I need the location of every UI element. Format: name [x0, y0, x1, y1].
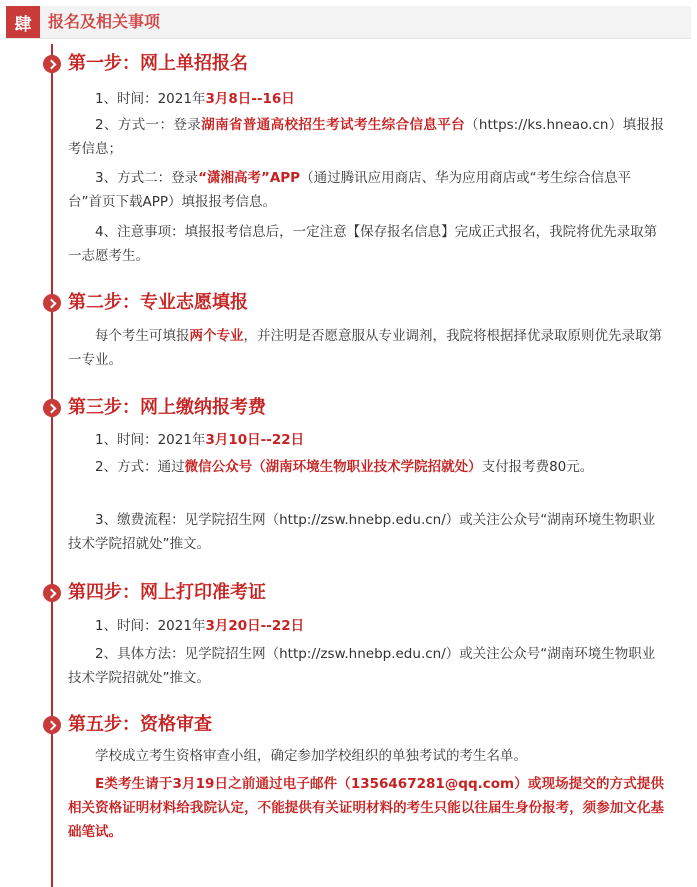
step-1-item-3-tail: （通过腾讯应用商店、华为应用商店或“考生综合信息平台”首页下载APP）填报报考信息。: [68, 170, 632, 210]
step-4-item-2-text: 2、具体方法：见学院招生网（http://zsw.hnebp.edu.cn/）或关注公众号“湖南环境生物职业技术学院招就处”推文。: [68, 646, 656, 686]
step-1-item-1-text: 1、时间：2021年: [95, 91, 206, 107]
step-3-item-1: [68, 428, 664, 452]
step-3-item-3: [68, 508, 664, 556]
step-4-item-1-highlight: 3月20日--22日: [205, 618, 305, 634]
step-3-item-3-text: 3、缴费流程：见学院招生网（http://zsw.hnebp.edu.cn/）或关注公众号“湖南环境生物职业技术学院招就处”推文。: [68, 512, 656, 552]
step-2-item-1-tail: ，并注明是否愿意服从专业调剂，我院将根据择优录取原则优先录取第一专业。: [68, 328, 662, 368]
step-5-item-1-text: 学校成立考生资格审查小组，确定参加学校组织的单独考试的考生名单。: [95, 748, 527, 764]
step-5-title: 第五步：资格审查: [68, 714, 212, 735]
step-1-item-2-tail: （https://ks.hneao.cn）填报报考信息；: [68, 117, 664, 157]
step-1-marker-icon: [43, 55, 61, 73]
step-3-item-2-tail: 支付报考费80元。: [481, 459, 594, 475]
step-3-item-1-highlight: 3月10日--22日: [205, 432, 305, 448]
step-5-item-2-highlight: E类考生请于3月19日之前通过电子邮件（1356467281@qq.com）或现场提交的方式提供相关资格证明材料给我院认定，不能提供有关证明材料的考生只能以往届生身份报考，须参加文化基础笔试。: [68, 776, 664, 840]
step-1-item-1-highlight: 3月8日--16日: [205, 91, 295, 107]
step-4-item-1: [68, 614, 664, 638]
step-1-item-4-text: 4、注意事项：填报报考信息后，一定注意【保存报名信息】完成正式报名，我院将优先录取第一志愿考生。: [68, 224, 658, 264]
step-1-item-3-highlight: “潇湘高考”APP: [198, 170, 301, 186]
step-5-item-2: [68, 772, 664, 844]
step-1-item-4: [68, 220, 664, 268]
step-3-item-1-text: 1、时间：2021年: [95, 432, 206, 448]
step-3-marker-icon: [43, 399, 61, 417]
step-1-item-2: [68, 113, 664, 161]
step-2-item-1-text: 每个考生可填报: [95, 328, 190, 344]
step-2-marker-icon: [43, 294, 61, 312]
step-2-item-1: [68, 324, 664, 372]
step-1-item-2-text: 2、方式一：登录: [95, 117, 202, 133]
step-4-item-2: [68, 642, 664, 690]
step-1-item-3-text: 3、方式二：登录: [95, 170, 199, 186]
step-4-item-1-text: 1、时间：2021年: [95, 618, 206, 634]
step-4-title: 第四步：网上打印准考证: [68, 582, 266, 603]
step-3-item-2-text: 2、方式：通过: [95, 459, 185, 475]
step-3-item-2-highlight: 微信公众号（湖南环境生物职业技术学院招就处）: [184, 459, 482, 475]
section-header: [6, 6, 691, 39]
section-number-badge: 肆: [6, 6, 40, 38]
step-5-item-1: [68, 744, 664, 768]
step-2-item-1-highlight: 两个专业: [189, 328, 244, 344]
step-3-item-2: [68, 455, 664, 479]
step-4-marker-icon: [43, 584, 61, 602]
step-2-title: 第二步：专业志愿填报: [68, 292, 248, 313]
step-3-title: 第三步：网上缴纳报考费: [68, 397, 266, 418]
section-title: 报名及相关事项: [48, 12, 161, 31]
step-1-item-1: [68, 87, 664, 111]
step-1-item-2-highlight: 湖南省普通高校招生考试考生综合信息平台: [201, 117, 466, 133]
step-1-title: 第一步：网上单招报名: [68, 53, 248, 74]
step-5-marker-icon: [43, 716, 61, 734]
step-1-item-3: [68, 166, 664, 214]
timeline-line: [51, 44, 53, 887]
